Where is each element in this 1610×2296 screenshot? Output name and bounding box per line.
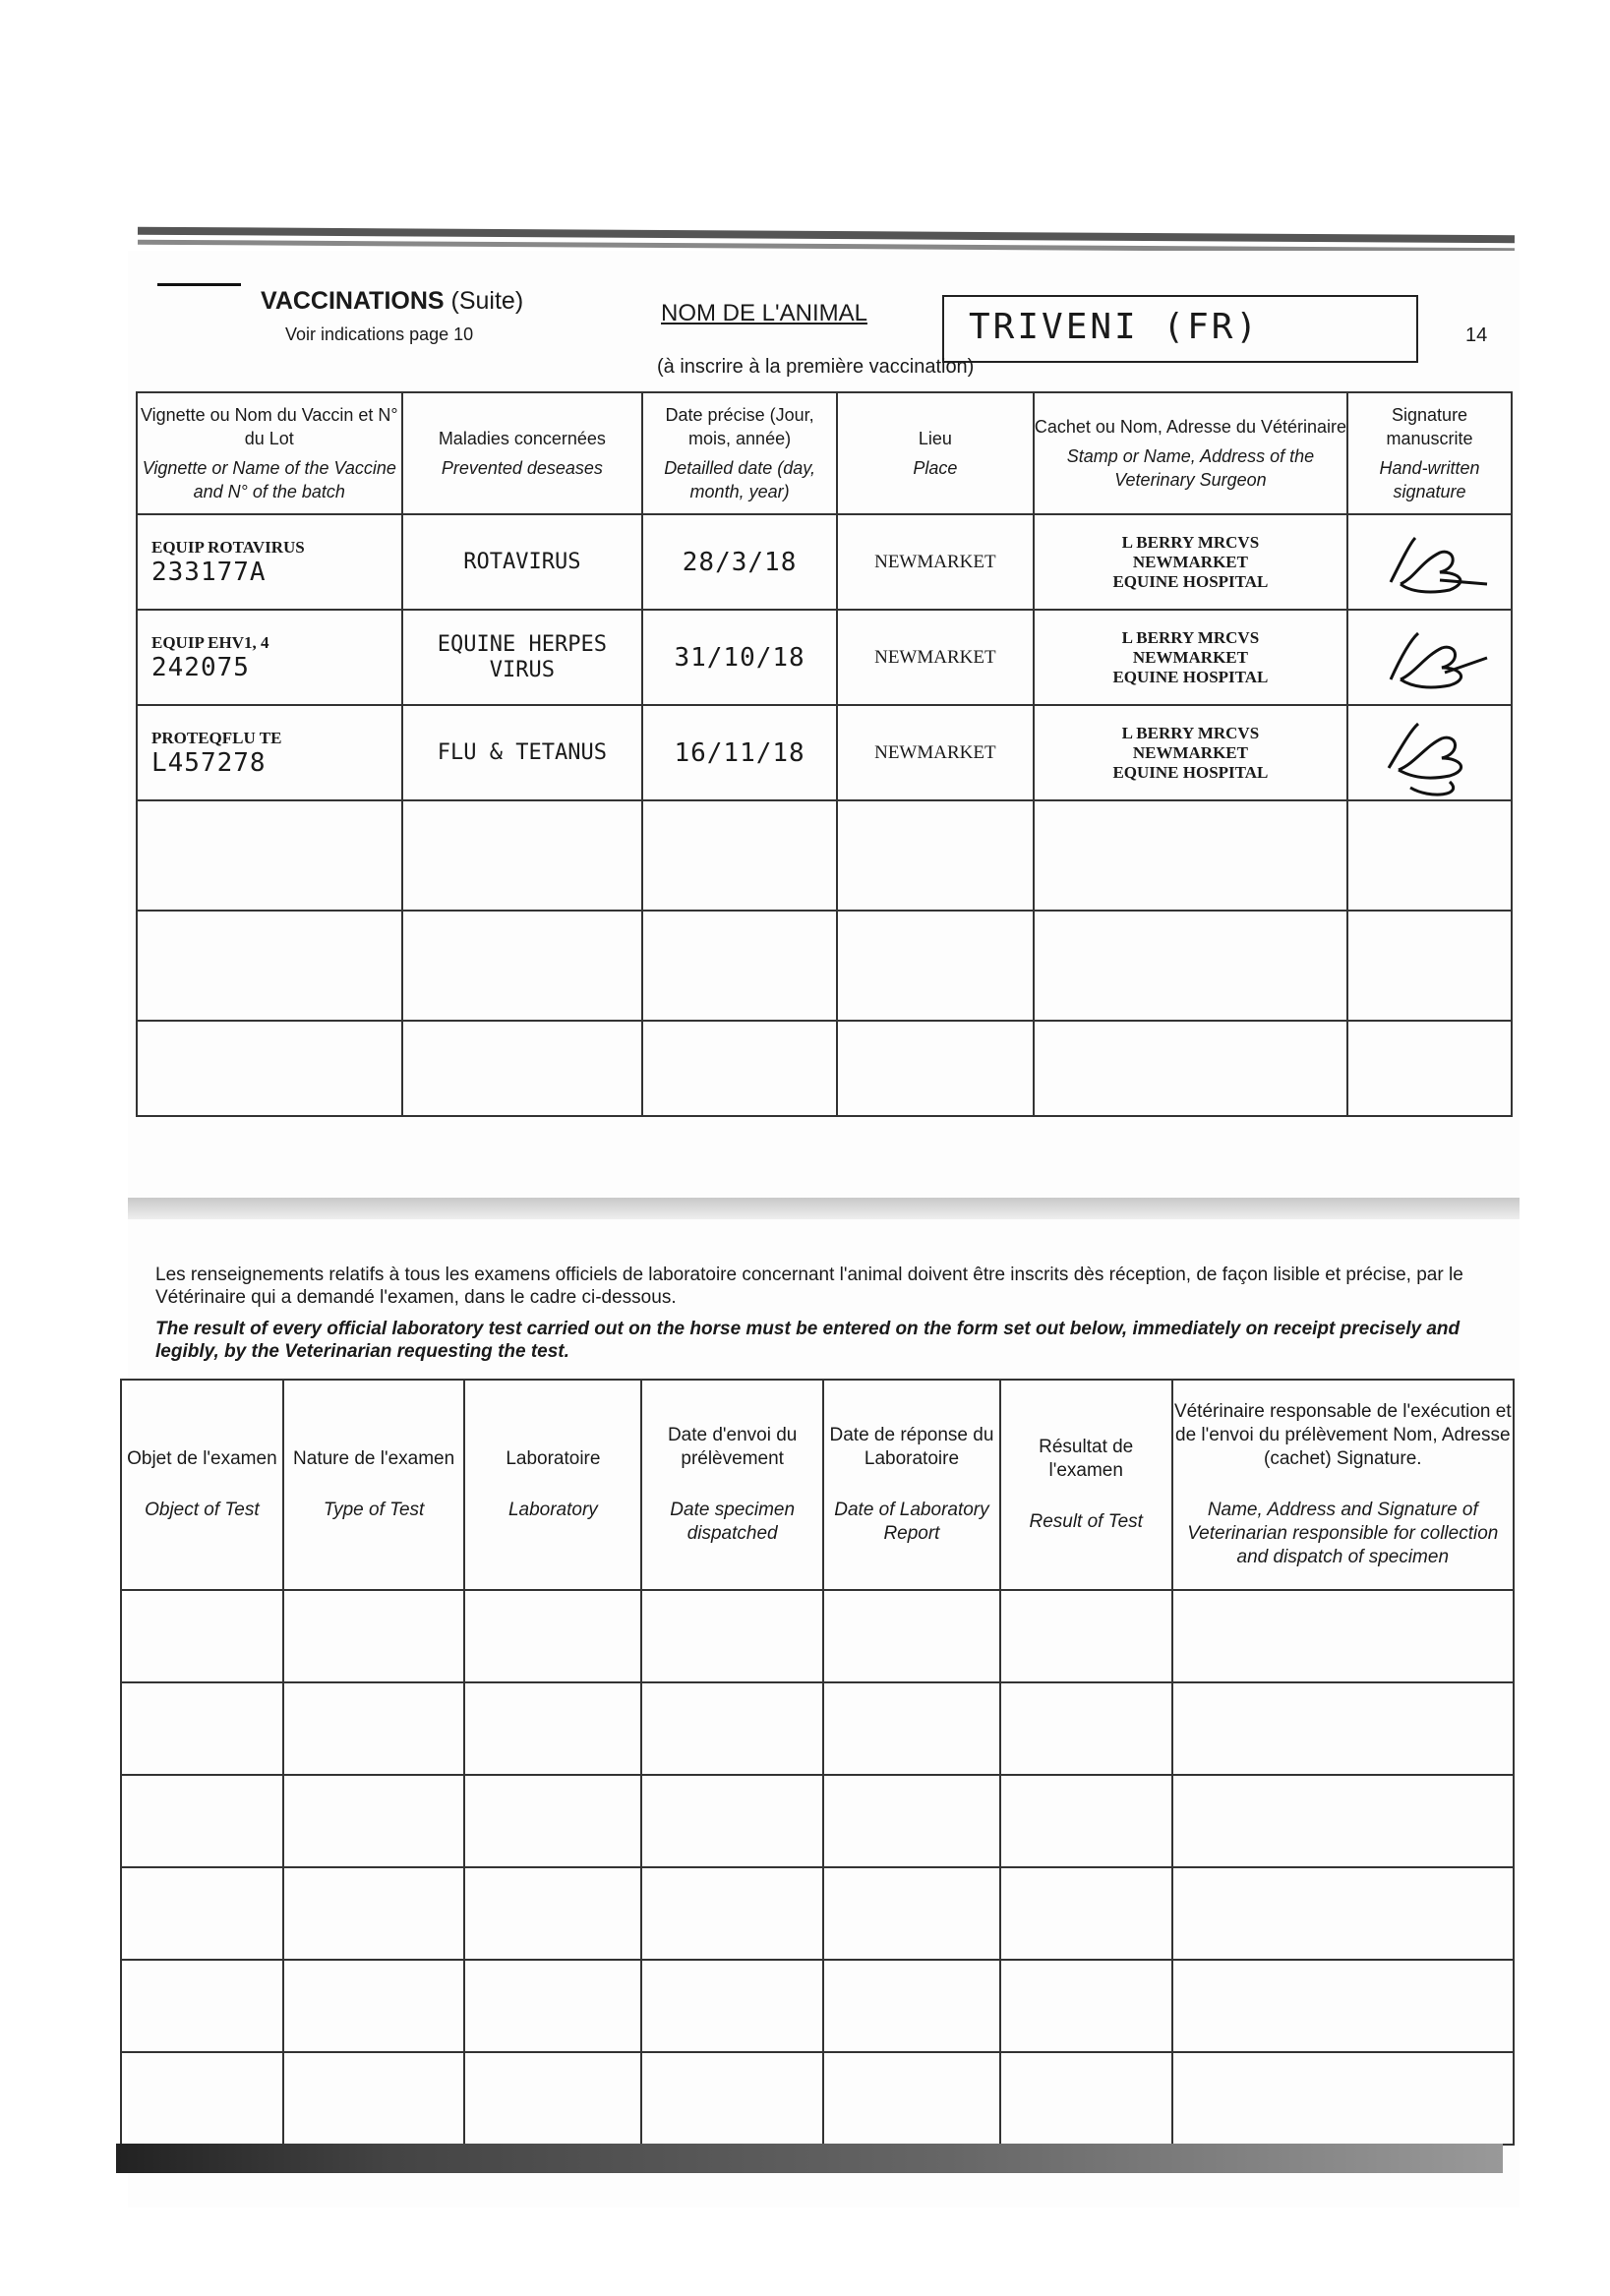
empty-cell <box>1034 911 1347 1021</box>
empty-cell <box>641 1775 823 1867</box>
animal-name-value: TRIVENI (FR) <box>969 307 1261 347</box>
signature-icon <box>1347 610 1512 705</box>
empty-cell <box>121 1682 283 1775</box>
empty-cell <box>464 1960 641 2052</box>
empty-cell <box>402 1021 643 1116</box>
col-place: Lieu Place <box>837 392 1034 514</box>
empty-cell <box>1347 1021 1512 1116</box>
col-diseases: Maladies concernées Prevented deseases <box>402 392 643 514</box>
table-row <box>137 1021 1512 1116</box>
col-result: Résultat de l'examen Result of Test <box>1000 1380 1172 1590</box>
empty-cell <box>641 2052 823 2145</box>
date-cell: 16/11/18 <box>642 705 837 800</box>
empty-cell <box>1000 1960 1172 2052</box>
empty-cell <box>823 1682 1000 1775</box>
empty-cell <box>283 1960 465 2052</box>
header-rule <box>157 283 241 286</box>
empty-cell <box>837 800 1034 911</box>
table-row <box>121 1682 1514 1775</box>
col-vet-stamp: Cachet ou Nom, Adresse du Vétérinaire Stamp or Name, Address of the Veterinary Surgeon <box>1034 392 1347 514</box>
section-subtitle: Voir indications page 10 <box>285 324 474 344</box>
empty-cell <box>1000 1867 1172 1960</box>
lab-intro-fr: Les renseignements relatifs à tous les examens officiels de laboratoire concernant l'animal doivent être inscrits dès réception, de façon lisible et précise, par le Vétérinaire qui a demandé l'examen, dans le cadre ci-dessous. <box>155 1265 1463 1308</box>
empty-cell <box>1172 2052 1514 2145</box>
empty-cell <box>1034 800 1347 911</box>
empty-cell <box>1172 1960 1514 2052</box>
lab-intro-en: The result of every official laboratory test carried out on the horse must be entered on the form set out below, immediately on receipt precisely and legibly, by the Veterinarian requesting the test. <box>155 1319 1461 1362</box>
empty-cell <box>1172 1775 1514 1867</box>
place-cell: NEWMARKET <box>837 610 1034 705</box>
scan-edge-bottom <box>116 2144 1503 2173</box>
vaccine-cell: EQUIP EHV1, 4 242075 <box>137 610 402 705</box>
empty-cell <box>464 1867 641 1960</box>
date-cell: 31/10/18 <box>642 610 837 705</box>
table-row <box>121 1775 1514 1867</box>
place-cell: NEWMARKET <box>837 514 1034 610</box>
empty-cell <box>1347 800 1512 911</box>
col-type: Nature de l'examen Type of Test <box>283 1380 465 1590</box>
vet-stamp: L BERRY MRCVS NEWMARKET EQUINE HOSPITAL <box>1034 514 1347 610</box>
table-row <box>137 800 1512 911</box>
laboratory-table <box>120 1379 1515 2146</box>
empty-cell <box>1000 1682 1172 1775</box>
empty-cell <box>641 1867 823 1960</box>
disease-cell: ROTAVIRUS <box>402 514 643 610</box>
table-row <box>137 514 1512 610</box>
col-signature: Signature manuscrite Hand-written signature <box>1347 392 1512 514</box>
empty-cell <box>121 1775 283 1867</box>
empty-cell <box>641 1590 823 1682</box>
empty-cell <box>121 2052 283 2145</box>
table-row <box>121 1960 1514 2052</box>
empty-cell <box>1172 1590 1514 1682</box>
empty-cell <box>464 2052 641 2145</box>
empty-cell <box>137 800 402 911</box>
empty-cell <box>283 1590 465 1682</box>
place-cell: NEWMARKET <box>837 705 1034 800</box>
empty-cell <box>1000 2052 1172 2145</box>
col-laboratory: Laboratoire Laboratory <box>464 1380 641 1590</box>
col-date: Date précise (Jour, mois, année) Detailled date (day, month, year) <box>642 392 837 514</box>
empty-cell <box>1034 1021 1347 1116</box>
table-row <box>121 1590 1514 1682</box>
empty-cell <box>464 1775 641 1867</box>
empty-cell <box>121 1590 283 1682</box>
vaccine-cell: EQUIP ROTAVIRUS 233177A <box>137 514 402 610</box>
col-object: Objet de l'examen Object of Test <box>121 1380 283 1590</box>
empty-cell <box>1000 1775 1172 1867</box>
empty-cell <box>823 1867 1000 1960</box>
disease-cell: EQUINE HERPES VIRUS <box>402 610 643 705</box>
col-responsible-vet: Vétérinaire responsable de l'exécution et de l'envoi du prélèvement Nom, Adresse (cachet) Signature. Name, Address and Signature of Veterinarian responsible for collection and dispatch of specimen <box>1172 1380 1514 1590</box>
table-row <box>137 610 1512 705</box>
empty-cell <box>641 1682 823 1775</box>
empty-cell <box>283 1775 465 1867</box>
col-date-dispatched: Date d'envoi du prélèvement Date specimen dispatched <box>641 1380 823 1590</box>
empty-cell <box>1000 1590 1172 1682</box>
table-row <box>137 911 1512 1021</box>
page-number: 14 <box>1465 324 1488 346</box>
empty-cell <box>464 1590 641 1682</box>
empty-cell <box>402 800 643 911</box>
vaccination-table <box>136 391 1513 1117</box>
table-row <box>137 705 1512 800</box>
empty-cell <box>823 1960 1000 2052</box>
empty-cell <box>642 800 837 911</box>
section-title: VACCINATIONS (Suite) <box>261 287 524 315</box>
empty-cell <box>137 1021 402 1116</box>
lab-header-row <box>121 1380 1514 1590</box>
empty-cell <box>283 1682 465 1775</box>
empty-cell <box>823 1590 1000 1682</box>
signature-icon <box>1347 705 1512 800</box>
vet-stamp: L BERRY MRCVS NEWMARKET EQUINE HOSPITAL <box>1034 610 1347 705</box>
empty-cell <box>283 2052 465 2145</box>
table-row <box>121 1867 1514 1960</box>
col-vaccine: Vignette ou Nom du Vaccin et N° du Lot Vignette or Name of the Vaccine and N° of the batch <box>137 392 402 514</box>
empty-cell <box>137 911 402 1021</box>
empty-cell <box>121 1960 283 2052</box>
empty-cell <box>823 2052 1000 2145</box>
empty-cell <box>641 1960 823 2052</box>
signature-icon <box>1347 514 1512 610</box>
section-divider <box>128 1198 1520 1219</box>
empty-cell <box>402 911 643 1021</box>
empty-cell <box>1172 1867 1514 1960</box>
vaccine-cell: PROTEQFLU TE L457278 <box>137 705 402 800</box>
date-cell: 28/3/18 <box>642 514 837 610</box>
empty-cell <box>642 1021 837 1116</box>
animal-name-note: (à inscrire à la première vaccination) <box>657 356 975 378</box>
empty-cell <box>1172 1682 1514 1775</box>
empty-cell <box>837 1021 1034 1116</box>
empty-cell <box>121 1867 283 1960</box>
table-row <box>121 2052 1514 2145</box>
vet-stamp: L BERRY MRCVS NEWMARKET EQUINE HOSPITAL <box>1034 705 1347 800</box>
empty-cell <box>1347 911 1512 1021</box>
animal-name-label: NOM DE L'ANIMAL <box>661 300 867 326</box>
empty-cell <box>642 911 837 1021</box>
vaccination-header-row <box>137 392 1512 514</box>
empty-cell <box>464 1682 641 1775</box>
disease-cell: FLU & TETANUS <box>402 705 643 800</box>
empty-cell <box>283 1867 465 1960</box>
empty-cell <box>837 911 1034 1021</box>
empty-cell <box>823 1775 1000 1867</box>
col-date-report: Date de réponse du Laboratoire Date of Laboratory Report <box>823 1380 1000 1590</box>
